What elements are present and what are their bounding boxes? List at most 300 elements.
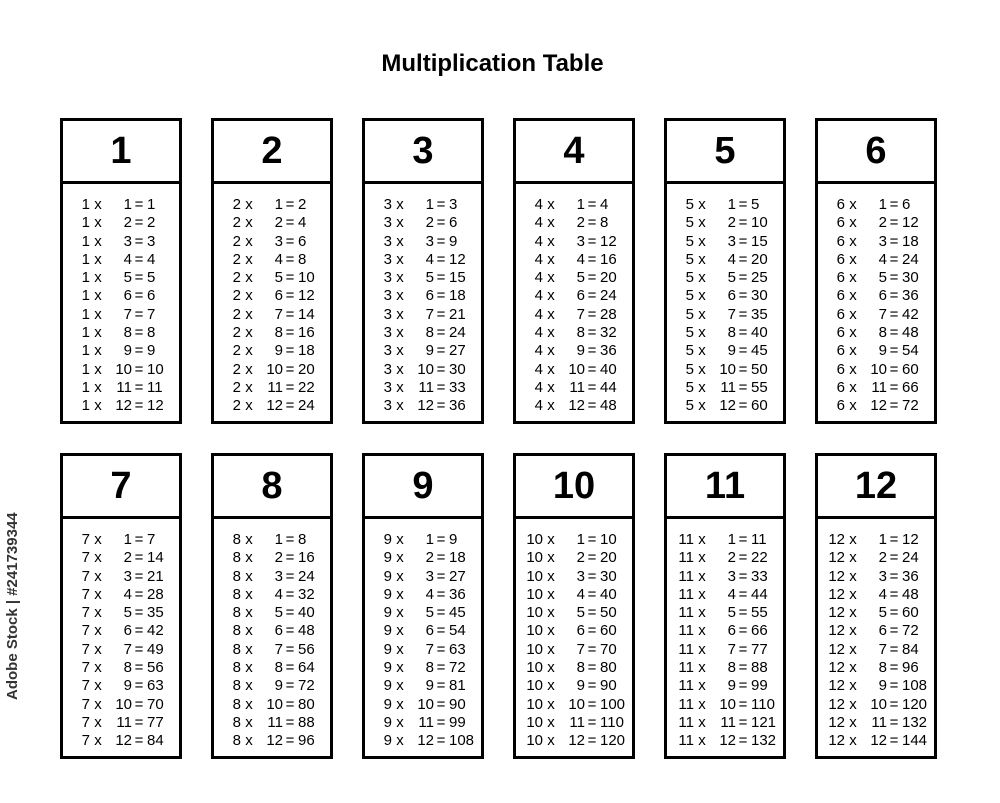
multiplier: 5 bbox=[274, 604, 283, 622]
table-card-2 bbox=[211, 118, 333, 424]
table-row bbox=[214, 306, 330, 324]
equals-sign: = bbox=[889, 585, 899, 603]
table-row bbox=[516, 549, 632, 567]
multiplier: 4 bbox=[727, 250, 736, 268]
table-row bbox=[365, 397, 481, 415]
table-card-6 bbox=[815, 118, 937, 424]
product: 60 bbox=[902, 360, 919, 378]
equals-sign: = bbox=[436, 695, 446, 713]
multiplicand: 9 bbox=[383, 531, 392, 548]
times-sign: x bbox=[94, 732, 102, 750]
times-sign: x bbox=[245, 196, 253, 213]
equals-sign: = bbox=[889, 713, 899, 731]
product: 40 bbox=[751, 324, 768, 342]
product: 12 bbox=[902, 531, 919, 548]
product: 10 bbox=[751, 214, 768, 232]
product: 63 bbox=[449, 640, 466, 658]
times-sign: x bbox=[245, 397, 253, 415]
table-card-3 bbox=[362, 118, 484, 424]
multiplier: 7 bbox=[274, 640, 283, 658]
product: 14 bbox=[147, 549, 164, 567]
times-sign: x bbox=[547, 622, 555, 640]
product: 20 bbox=[751, 250, 768, 268]
table-row bbox=[667, 287, 783, 305]
equals-sign: = bbox=[889, 342, 899, 360]
multiplier: 2 bbox=[123, 549, 132, 567]
multiplier: 5 bbox=[576, 269, 585, 287]
multiplicand: 10 bbox=[526, 567, 543, 585]
multiplier: 4 bbox=[274, 250, 283, 268]
table-row bbox=[63, 714, 179, 732]
multiplier: 10 bbox=[568, 695, 585, 713]
product: 144 bbox=[902, 732, 928, 750]
table-row bbox=[63, 379, 179, 397]
equals-sign: = bbox=[436, 549, 446, 567]
multiplier: 8 bbox=[425, 324, 434, 342]
multiplier: 11 bbox=[720, 713, 736, 731]
table-row bbox=[214, 677, 330, 695]
product: 35 bbox=[751, 305, 768, 323]
stock-watermark: Adobe Stock | #241739344 bbox=[4, 512, 21, 700]
multiplier: 6 bbox=[576, 622, 585, 640]
table-row bbox=[516, 324, 632, 342]
multiplicand: 12 bbox=[828, 549, 845, 567]
equals-sign: = bbox=[587, 695, 597, 713]
multiplier: 1 bbox=[576, 196, 585, 213]
times-sign: x bbox=[396, 305, 404, 323]
product: 4 bbox=[600, 196, 609, 213]
multiplier: 8 bbox=[727, 324, 736, 342]
equals-sign: = bbox=[134, 342, 144, 360]
times-sign: x bbox=[94, 250, 102, 268]
product: 90 bbox=[449, 695, 466, 713]
times-sign: x bbox=[94, 640, 102, 658]
table-row bbox=[667, 677, 783, 695]
table-row bbox=[214, 214, 330, 232]
multiplicand: 6 bbox=[836, 324, 845, 342]
times-sign: x bbox=[245, 214, 253, 232]
table-row bbox=[365, 586, 481, 604]
times-sign: x bbox=[849, 305, 857, 323]
multiplier: 6 bbox=[727, 622, 736, 640]
times-sign: x bbox=[94, 342, 102, 360]
multiplier: 11 bbox=[116, 378, 132, 396]
table-heading: 1 bbox=[63, 121, 179, 184]
multiplier: 5 bbox=[576, 604, 585, 622]
multiplicand: 12 bbox=[828, 531, 845, 548]
table-row bbox=[214, 714, 330, 732]
table-row bbox=[516, 696, 632, 714]
times-sign: x bbox=[849, 531, 857, 548]
multiplicand: 3 bbox=[383, 287, 392, 305]
times-sign: x bbox=[547, 549, 555, 567]
product: 5 bbox=[751, 196, 760, 213]
times-sign: x bbox=[698, 567, 706, 585]
times-sign: x bbox=[245, 677, 253, 695]
multiplicand: 5 bbox=[685, 324, 694, 342]
table-row bbox=[818, 714, 934, 732]
table-rows bbox=[516, 519, 632, 751]
table-row bbox=[818, 604, 934, 622]
multiplier: 4 bbox=[123, 250, 132, 268]
times-sign: x bbox=[396, 232, 404, 250]
multiplicand: 8 bbox=[232, 732, 241, 750]
table-row bbox=[214, 342, 330, 360]
product: 2 bbox=[298, 196, 307, 213]
product: 80 bbox=[600, 659, 617, 677]
product: 48 bbox=[902, 585, 919, 603]
multiplicand: 5 bbox=[685, 196, 694, 213]
multiplier: 8 bbox=[123, 324, 132, 342]
table-row bbox=[516, 397, 632, 415]
equals-sign: = bbox=[134, 659, 144, 677]
times-sign: x bbox=[698, 531, 706, 548]
product: 18 bbox=[902, 232, 919, 250]
table-rows bbox=[63, 519, 179, 751]
multiplier: 10 bbox=[870, 360, 887, 378]
equals-sign: = bbox=[738, 659, 748, 677]
equals-sign: = bbox=[889, 250, 899, 268]
multiplier: 3 bbox=[425, 232, 434, 250]
multiplier: 9 bbox=[727, 342, 736, 360]
table-heading: 2 bbox=[214, 121, 330, 184]
equals-sign: = bbox=[134, 196, 144, 213]
product: 40 bbox=[600, 360, 617, 378]
multiplier: 6 bbox=[274, 287, 283, 305]
multiplicand: 4 bbox=[534, 397, 543, 415]
equals-sign: = bbox=[738, 677, 748, 695]
equals-sign: = bbox=[738, 214, 748, 232]
times-sign: x bbox=[698, 214, 706, 232]
product: 9 bbox=[147, 342, 156, 360]
product: 44 bbox=[600, 378, 617, 396]
equals-sign: = bbox=[587, 549, 597, 567]
multiplicand: 8 bbox=[232, 695, 241, 713]
times-sign: x bbox=[547, 732, 555, 750]
equals-sign: = bbox=[134, 677, 144, 695]
table-row bbox=[365, 677, 481, 695]
multiplier: 10 bbox=[568, 360, 585, 378]
table-row bbox=[516, 361, 632, 379]
equals-sign: = bbox=[134, 305, 144, 323]
table-row bbox=[365, 233, 481, 251]
times-sign: x bbox=[698, 713, 706, 731]
multiplier: 7 bbox=[425, 640, 434, 658]
times-sign: x bbox=[547, 585, 555, 603]
times-sign: x bbox=[849, 677, 857, 695]
table-row bbox=[818, 214, 934, 232]
equals-sign: = bbox=[134, 232, 144, 250]
multiplier: 3 bbox=[274, 232, 283, 250]
times-sign: x bbox=[698, 287, 706, 305]
multiplier: 8 bbox=[274, 324, 283, 342]
product: 54 bbox=[449, 622, 466, 640]
product: 108 bbox=[449, 732, 475, 750]
table-card-12 bbox=[815, 453, 937, 759]
multiplicand: 3 bbox=[383, 360, 392, 378]
product: 28 bbox=[147, 585, 164, 603]
times-sign: x bbox=[849, 659, 857, 677]
multiplier: 1 bbox=[123, 531, 132, 548]
multiplier: 6 bbox=[878, 622, 887, 640]
multiplier: 5 bbox=[123, 269, 132, 287]
table-row bbox=[63, 397, 179, 415]
product: 24 bbox=[449, 324, 466, 342]
equals-sign: = bbox=[587, 287, 597, 305]
product: 45 bbox=[449, 604, 466, 622]
multiplicand: 2 bbox=[232, 324, 241, 342]
product: 108 bbox=[902, 677, 928, 695]
multiplier: 3 bbox=[878, 567, 887, 585]
multiplier: 6 bbox=[425, 622, 434, 640]
equals-sign: = bbox=[436, 360, 446, 378]
table-row bbox=[667, 696, 783, 714]
equals-sign: = bbox=[889, 622, 899, 640]
multiplicand: 11 bbox=[678, 713, 694, 731]
product: 77 bbox=[751, 640, 768, 658]
multiplier: 10 bbox=[266, 695, 283, 713]
equals-sign: = bbox=[889, 269, 899, 287]
times-sign: x bbox=[698, 622, 706, 640]
table-row bbox=[63, 677, 179, 695]
multiplicand: 7 bbox=[81, 604, 90, 622]
table-row bbox=[63, 233, 179, 251]
product: 18 bbox=[298, 342, 315, 360]
multiplier: 5 bbox=[727, 269, 736, 287]
equals-sign: = bbox=[587, 196, 597, 213]
multiplier: 8 bbox=[878, 324, 887, 342]
table-rows bbox=[516, 184, 632, 416]
multiplier: 7 bbox=[878, 640, 887, 658]
table-row bbox=[214, 269, 330, 287]
table-row bbox=[214, 696, 330, 714]
multiplicand: 12 bbox=[828, 622, 845, 640]
product: 4 bbox=[298, 214, 307, 232]
product: 96 bbox=[298, 732, 315, 750]
equals-sign: = bbox=[889, 305, 899, 323]
table-row bbox=[667, 324, 783, 342]
multiplicand: 12 bbox=[828, 732, 845, 750]
times-sign: x bbox=[396, 531, 404, 548]
times-sign: x bbox=[94, 324, 102, 342]
multiplier: 5 bbox=[878, 269, 887, 287]
equals-sign: = bbox=[285, 196, 295, 213]
multiplier: 7 bbox=[425, 305, 434, 323]
times-sign: x bbox=[396, 640, 404, 658]
multiplier: 6 bbox=[576, 287, 585, 305]
table-row bbox=[63, 586, 179, 604]
times-sign: x bbox=[849, 713, 857, 731]
times-sign: x bbox=[547, 250, 555, 268]
multiplier: 8 bbox=[727, 659, 736, 677]
multiplicand: 7 bbox=[81, 659, 90, 677]
product: 40 bbox=[298, 604, 315, 622]
multiplier: 11 bbox=[267, 378, 283, 396]
table-row bbox=[667, 306, 783, 324]
multiplicand: 8 bbox=[232, 677, 241, 695]
multiplier: 8 bbox=[576, 659, 585, 677]
multiplier: 12 bbox=[568, 732, 585, 750]
multiplicand: 4 bbox=[534, 269, 543, 287]
table-row bbox=[365, 287, 481, 305]
product: 12 bbox=[902, 214, 919, 232]
multiplicand: 11 bbox=[678, 659, 694, 677]
table-row bbox=[214, 604, 330, 622]
multiplicand: 8 bbox=[232, 622, 241, 640]
times-sign: x bbox=[849, 585, 857, 603]
multiplier: 1 bbox=[727, 531, 736, 548]
product: 20 bbox=[600, 549, 617, 567]
product: 4 bbox=[147, 250, 156, 268]
table-row bbox=[63, 641, 179, 659]
product: 35 bbox=[147, 604, 164, 622]
product: 16 bbox=[600, 250, 617, 268]
multiplier: 9 bbox=[274, 342, 283, 360]
product: 121 bbox=[751, 713, 777, 731]
multiplier: 1 bbox=[878, 531, 887, 548]
multiplicand: 5 bbox=[685, 342, 694, 360]
equals-sign: = bbox=[889, 549, 899, 567]
times-sign: x bbox=[547, 567, 555, 585]
table-row bbox=[667, 269, 783, 287]
product: 1 bbox=[147, 196, 156, 213]
equals-sign: = bbox=[587, 360, 597, 378]
table-row bbox=[516, 342, 632, 360]
table-row bbox=[516, 233, 632, 251]
table-row bbox=[63, 196, 179, 214]
table-rows bbox=[667, 519, 783, 751]
multiplicand: 3 bbox=[383, 214, 392, 232]
product: 55 bbox=[751, 604, 768, 622]
multiplicand: 3 bbox=[383, 342, 392, 360]
multiplier: 9 bbox=[878, 677, 887, 695]
product: 72 bbox=[298, 677, 315, 695]
equals-sign: = bbox=[436, 269, 446, 287]
table-row bbox=[214, 379, 330, 397]
multiplicand: 5 bbox=[685, 214, 694, 232]
times-sign: x bbox=[547, 677, 555, 695]
table-row bbox=[516, 604, 632, 622]
table-card-4 bbox=[513, 118, 635, 424]
times-sign: x bbox=[245, 604, 253, 622]
multiplier: 5 bbox=[123, 604, 132, 622]
times-sign: x bbox=[94, 585, 102, 603]
product: 32 bbox=[600, 324, 617, 342]
multiplier: 4 bbox=[425, 250, 434, 268]
multiplier: 10 bbox=[417, 695, 434, 713]
multiplier: 10 bbox=[719, 360, 736, 378]
product: 12 bbox=[298, 287, 315, 305]
table-row bbox=[516, 214, 632, 232]
multiplier: 11 bbox=[871, 378, 887, 396]
multiplier: 3 bbox=[878, 232, 887, 250]
multiplicand: 2 bbox=[232, 360, 241, 378]
table-row bbox=[214, 568, 330, 586]
equals-sign: = bbox=[587, 640, 597, 658]
table-row bbox=[63, 306, 179, 324]
multiplier: 12 bbox=[870, 397, 887, 415]
equals-sign: = bbox=[436, 622, 446, 640]
multiplicand: 9 bbox=[383, 713, 392, 731]
product: 15 bbox=[449, 269, 466, 287]
times-sign: x bbox=[396, 196, 404, 213]
product: 36 bbox=[902, 567, 919, 585]
equals-sign: = bbox=[436, 378, 446, 396]
multiplicand: 11 bbox=[678, 677, 694, 695]
equals-sign: = bbox=[285, 305, 295, 323]
multiplier: 5 bbox=[425, 269, 434, 287]
multiplier: 1 bbox=[576, 531, 585, 548]
multiplicand: 2 bbox=[232, 305, 241, 323]
times-sign: x bbox=[547, 640, 555, 658]
times-sign: x bbox=[245, 342, 253, 360]
multiplicand: 8 bbox=[232, 604, 241, 622]
table-row bbox=[818, 342, 934, 360]
table-row bbox=[214, 531, 330, 549]
product: 6 bbox=[902, 196, 911, 213]
equals-sign: = bbox=[889, 604, 899, 622]
equals-sign: = bbox=[436, 531, 446, 548]
times-sign: x bbox=[94, 397, 102, 415]
table-heading: 5 bbox=[667, 121, 783, 184]
multiplicand: 5 bbox=[685, 287, 694, 305]
table-rows bbox=[214, 519, 330, 751]
table-row bbox=[516, 568, 632, 586]
multiplier: 10 bbox=[115, 695, 132, 713]
multiplicand: 1 bbox=[81, 378, 90, 396]
multiplier: 10 bbox=[719, 695, 736, 713]
times-sign: x bbox=[396, 732, 404, 750]
table-row bbox=[818, 269, 934, 287]
multiplicand: 2 bbox=[232, 397, 241, 415]
multiplicand: 3 bbox=[383, 269, 392, 287]
equals-sign: = bbox=[587, 269, 597, 287]
equals-sign: = bbox=[889, 360, 899, 378]
table-row bbox=[63, 604, 179, 622]
multiplicand: 1 bbox=[81, 324, 90, 342]
multiplicand: 11 bbox=[678, 640, 694, 658]
equals-sign: = bbox=[738, 196, 748, 213]
times-sign: x bbox=[396, 250, 404, 268]
table-rows bbox=[365, 184, 481, 416]
times-sign: x bbox=[547, 269, 555, 287]
table-row bbox=[214, 251, 330, 269]
multiplicand: 8 bbox=[232, 585, 241, 603]
multiplicand: 9 bbox=[383, 622, 392, 640]
table-row bbox=[818, 306, 934, 324]
equals-sign: = bbox=[587, 622, 597, 640]
equals-sign: = bbox=[436, 659, 446, 677]
multiplicand: 8 bbox=[232, 659, 241, 677]
table-heading: 8 bbox=[214, 456, 330, 519]
table-row bbox=[818, 324, 934, 342]
equals-sign: = bbox=[285, 695, 295, 713]
multiplicand: 6 bbox=[836, 232, 845, 250]
multiplicand: 11 bbox=[678, 732, 694, 750]
table-row bbox=[214, 641, 330, 659]
multiplicand: 7 bbox=[81, 677, 90, 695]
equals-sign: = bbox=[587, 659, 597, 677]
multiplicand: 8 bbox=[232, 713, 241, 731]
times-sign: x bbox=[698, 324, 706, 342]
equals-sign: = bbox=[436, 640, 446, 658]
table-row bbox=[818, 251, 934, 269]
equals-sign: = bbox=[285, 287, 295, 305]
table-row bbox=[214, 732, 330, 750]
multiplier: 11 bbox=[569, 378, 585, 396]
times-sign: x bbox=[849, 640, 857, 658]
table-row bbox=[516, 196, 632, 214]
